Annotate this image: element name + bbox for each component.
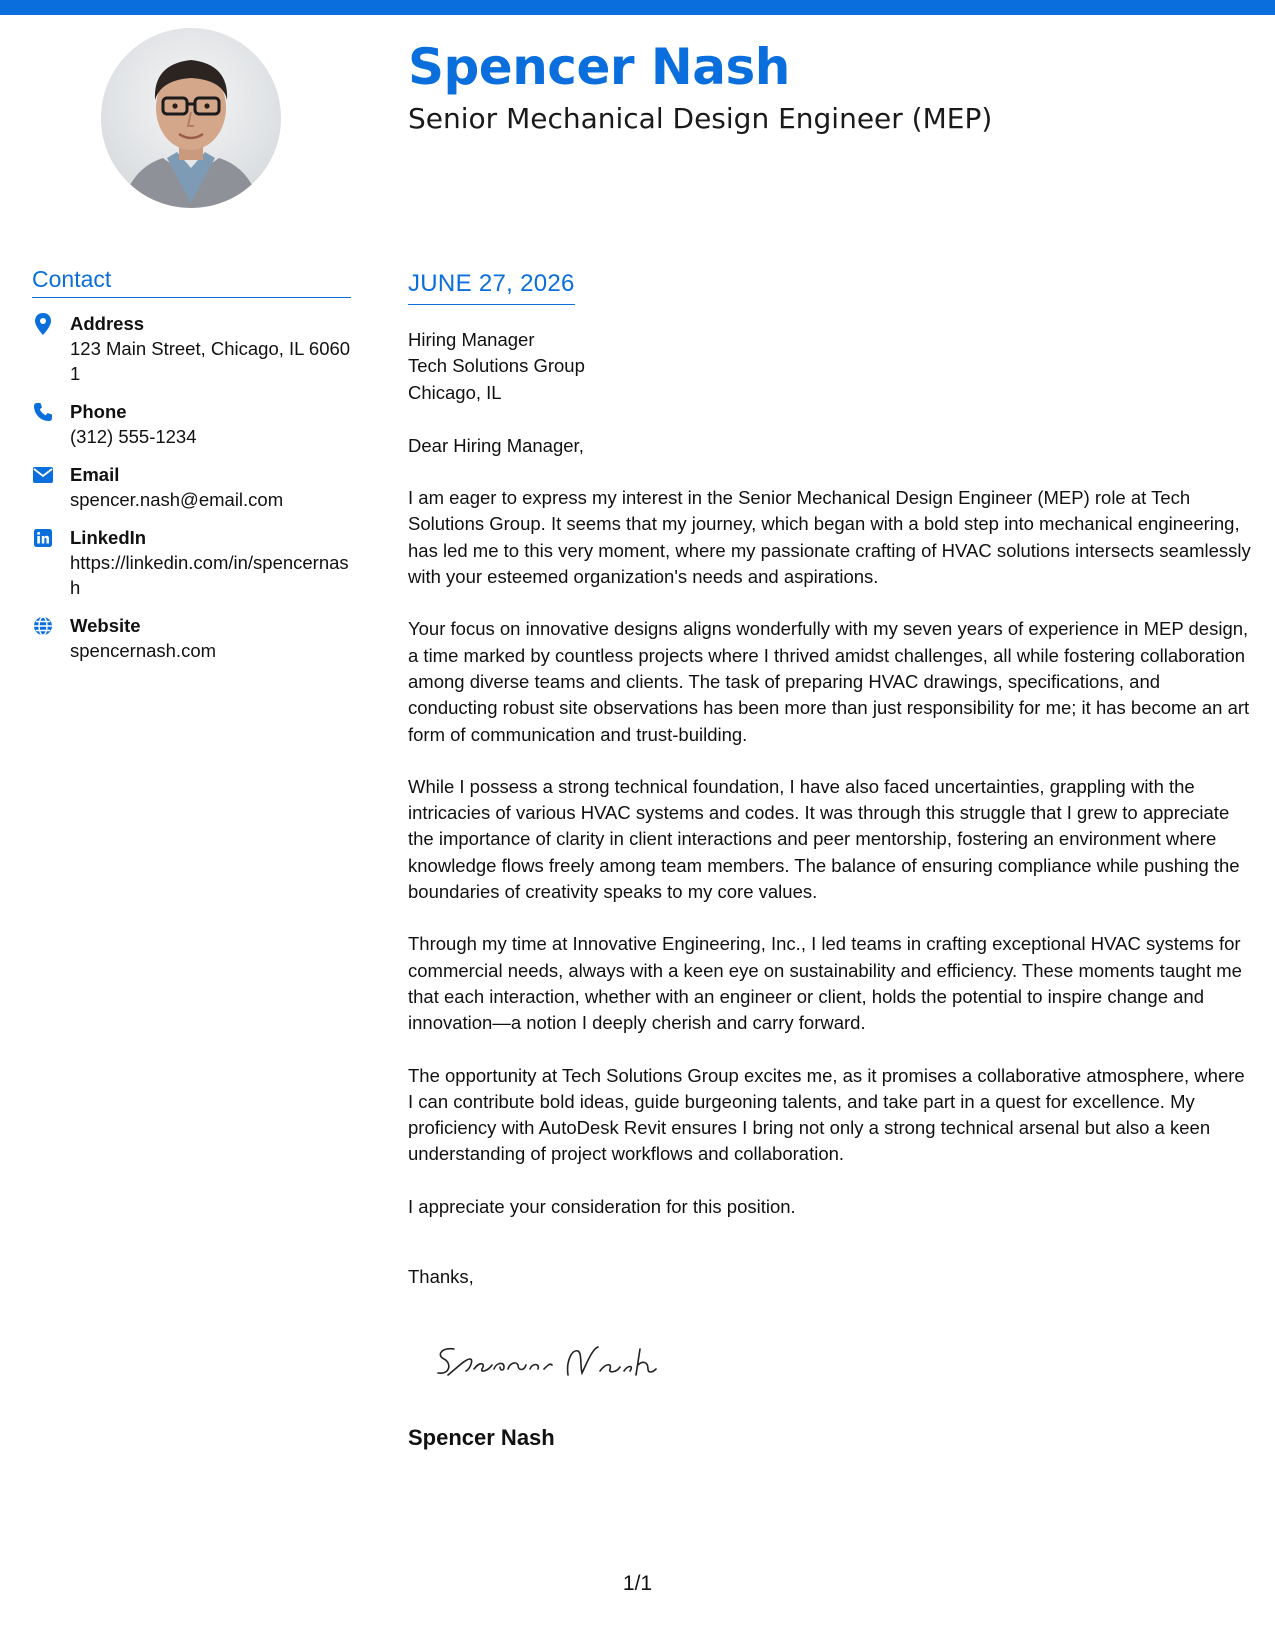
phone-value: (312) 555-1234: [70, 426, 197, 447]
contact-item-phone: [32, 399, 357, 449]
recipient-line: Chicago, IL: [408, 381, 502, 403]
contact-list: [32, 311, 357, 676]
avatar: [101, 28, 281, 208]
letter-paragraph: Your focus on innovative designs aligns wonderfully with my seven years of experience in MEP design, a time marked by countless projects where I thrived amidst challenges, all while fostering collaboration among diverse teams and clients. The task of preparing HVAC drawings, specifications, and conducting robust site observations has been more than just responsibility for me; it has become an art form of communication and trust-building.: [408, 618, 1250, 745]
contact-item-address: [32, 311, 357, 386]
signature: [430, 1335, 660, 1385]
phone-label: Phone: [70, 401, 127, 422]
profile-photo: [101, 28, 281, 208]
top-accent-bar: [0, 0, 1275, 15]
candidate-role: Senior Mechanical Design Engineer (MEP): [408, 102, 993, 135]
email-icon: [32, 464, 54, 486]
email-label: Email: [70, 464, 120, 485]
phone-icon: [32, 401, 54, 423]
website-value[interactable]: spencernash.com: [70, 640, 217, 661]
letter-paragraph: I appreciate your consideration for this position.: [408, 1195, 796, 1217]
contact-item-email: [32, 462, 357, 512]
recipient-block: [408, 327, 1253, 406]
website-label: Website: [70, 615, 141, 636]
letter-paragraph: Through my time at Innovative Engineering, Inc., I led teams in crafting exceptional HVAC systems for commercial needs, always with a keen eye on sustainability and efficiency. These moments taught me that each interaction, whether with an engineer or client, holds the potential to inspire change and innovation—a notion I deeply cherish and carry forward.: [408, 933, 1242, 1034]
location-pin-icon: [32, 313, 54, 335]
contact-item-linkedin: [32, 525, 357, 600]
recipient-line: Tech Solutions Group: [408, 355, 585, 377]
recipient-line: Hiring Manager: [408, 329, 535, 350]
contact-heading: Contact: [32, 266, 351, 298]
linkedin-label: LinkedIn: [70, 527, 147, 548]
linkedin-icon: [32, 527, 54, 549]
address-label: Address: [70, 313, 145, 334]
letter-paragraph: I am eager to express my interest in the Senior Mechanical Design Engineer (MEP) role at Tech Solutions Group. It seems that my journey, which began with a bold step into mechanical engineering, has led me to this very moment, where my passionate crafting of HVAC solutions intersects seamlessly with your esteemed organization's needs and aspirations.: [408, 487, 1251, 588]
email-value[interactable]: spencer.nash@email.com: [70, 489, 284, 510]
letter-paragraph: While I possess a strong technical foundation, I have also faced uncertainties, grappling with the intricacies of various HVAC systems and codes. It was through this struggle that I grew to appreciate the importance of clarity in client interactions and peer mentorship, fostering an environment where knowledge flows freely among team members. The balance of ensuring compliance while pushing the boundaries of creativity speaks to my core values.: [408, 775, 1240, 903]
salutation: Dear Hiring Manager,: [408, 434, 584, 456]
linkedin-value[interactable]: https://linkedin.com/in/spencernash: [70, 552, 349, 598]
contact-item-website: [32, 613, 357, 663]
candidate-name: Spencer Nash: [408, 38, 790, 96]
page-number: 1/1: [622, 1572, 653, 1595]
letter-date: JUNE 27, 2026: [408, 270, 575, 305]
letter-body: [408, 327, 1253, 1290]
letter-paragraph: The opportunity at Tech Solutions Group excites me, as it promises a collaborative atmosphere, where I can contribute bold ideas, guide burgeoning talents, and take part in a quest for excellence. My proficiency with AutoDesk Revit ensures I bring not only a strong technical arsenal but also a keen understanding of project workflows and collaboration.: [408, 1064, 1245, 1165]
address-value: 123 Main Street, Chicago, IL 60601: [70, 338, 351, 384]
signer-name: Spencer Nash: [408, 1425, 555, 1450]
globe-icon: [32, 615, 54, 637]
closing: Thanks,: [408, 1266, 474, 1288]
